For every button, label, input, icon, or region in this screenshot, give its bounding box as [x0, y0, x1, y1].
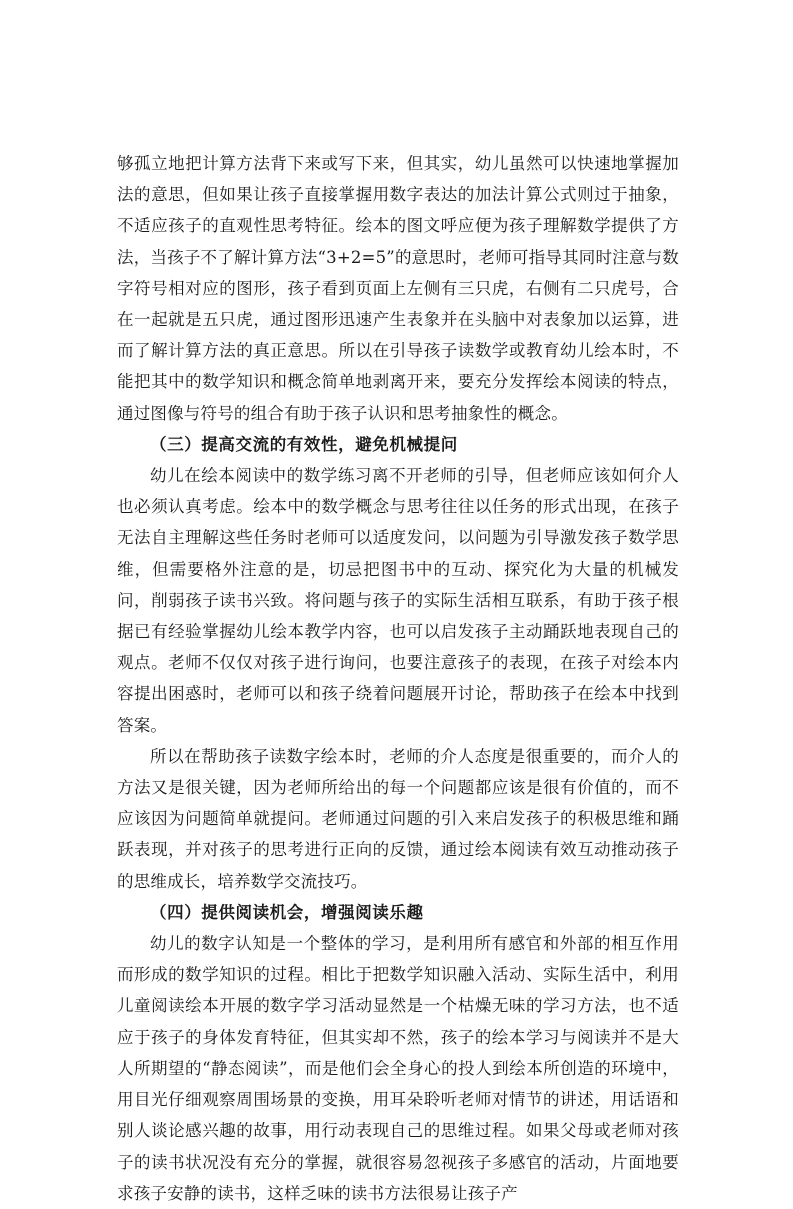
section-4-paragraph-1: 幼儿的数字认知是一个整体的学习，是利用所有感官和外部的相互作用而形成的数学知识的过程。相比于把数学知识融入活动、实际生活中，利用儿童阅读绘本开展的数字学习活动显然是一个枯燥无味的学习方法，也不适应于孩子的身体发育特征，但其实却不然，孩子的绘本学习与阅读并不是大人所期望的“静态阅读”，而是他们会全身心的投人到绘本所创造的环境中，用目光仔细观察周围场景的变换，用耳朵聆听老师对情节的讲述，用话语和别人谈论感兴趣的故事，用行动表现自己的思维过程。如果父母或老师对孩子的读书状况没有充分的掌握，就很容易忽视孩子多感官的活动，片面地要求孩子安静的读书，这样乏味的读书方法很易让孩子产 [117, 934, 679, 1203]
section-heading-3: （三）提高交流的有效性，避免机械提问 [150, 434, 458, 454]
section-heading-4: （四）提供阅读机会，增强阅读乐趣 [150, 902, 424, 922]
paragraph-continued: 够孤立地把计算方法背下来或写下来，但其实，幼儿虽然可以快速地掌握加法的意思，但如果让孩子直接掌握用数字表达的加法计算公式则过于抽象，不适应孩子的直观性思考特征。绘本的图文呼应便为孩子理解数学提供了方法，当孩子不了解计算方法“3+2=5”的意思时，老师可指导其同时注意与数字符号相对应的图形，孩子看到页面上左侧有三只虎，右侧有二只虎号，合在一起就是五只虎，通过图形迅速产生表象并在头脑中对表象加以运算，进而了解计算方法的真正意思。所以在引导孩子读数学或教育幼儿绘本时，不能把其中的数学知识和概念简单地剥离开来，要充分发挥绘本阅读的特点，通过图像与符号的组合有助于孩子认识和思考抽象性的概念。 [117, 154, 679, 423]
section-3-paragraph-1: 幼儿在绘本阅读中的数学练习离不开老师的引导，但老师应该如何介人也必须认真考虑。绘本中的数学概念与思考往往以任务的形式出现，在孩子无法自主理解这些任务时老师可以适度发问，以问题为引导激发孩子数学思维，但需要格外注意的是，切忌把图书中的互动、探究化为大量的机械发问，削弱孩子读书兴致。将问题与孩子的实际生活相互联系，有助于孩子根据已有经验掌握幼儿绘本教学内容，也可以启发孩子主动踊跃地表现自己的观点。老师不仅仅对孩子进行询问，也要注意孩子的表现，在孩子对绘本内容提出困惑时，老师可以和孩子绕着问题展开讨论，帮助孩子在绘本中找到答案。 [117, 466, 679, 735]
section-3-paragraph-2: 所以在帮助孩子读数字绘本时，老师的介人态度是很重要的，而介人的方法又是很关键，因为老师所给出的每一个问题都应该是很有价值的，而不应该因为问题简单就提问。老师通过问题的引入来启发孩子的积极思维和踊跃表现，并对孩子的思考进行正向的反馈，通过绘本阅读有效互动推动孩子的思维成长，培养数学交流技巧。 [117, 746, 679, 891]
document-body [117, 148, 679, 1209]
